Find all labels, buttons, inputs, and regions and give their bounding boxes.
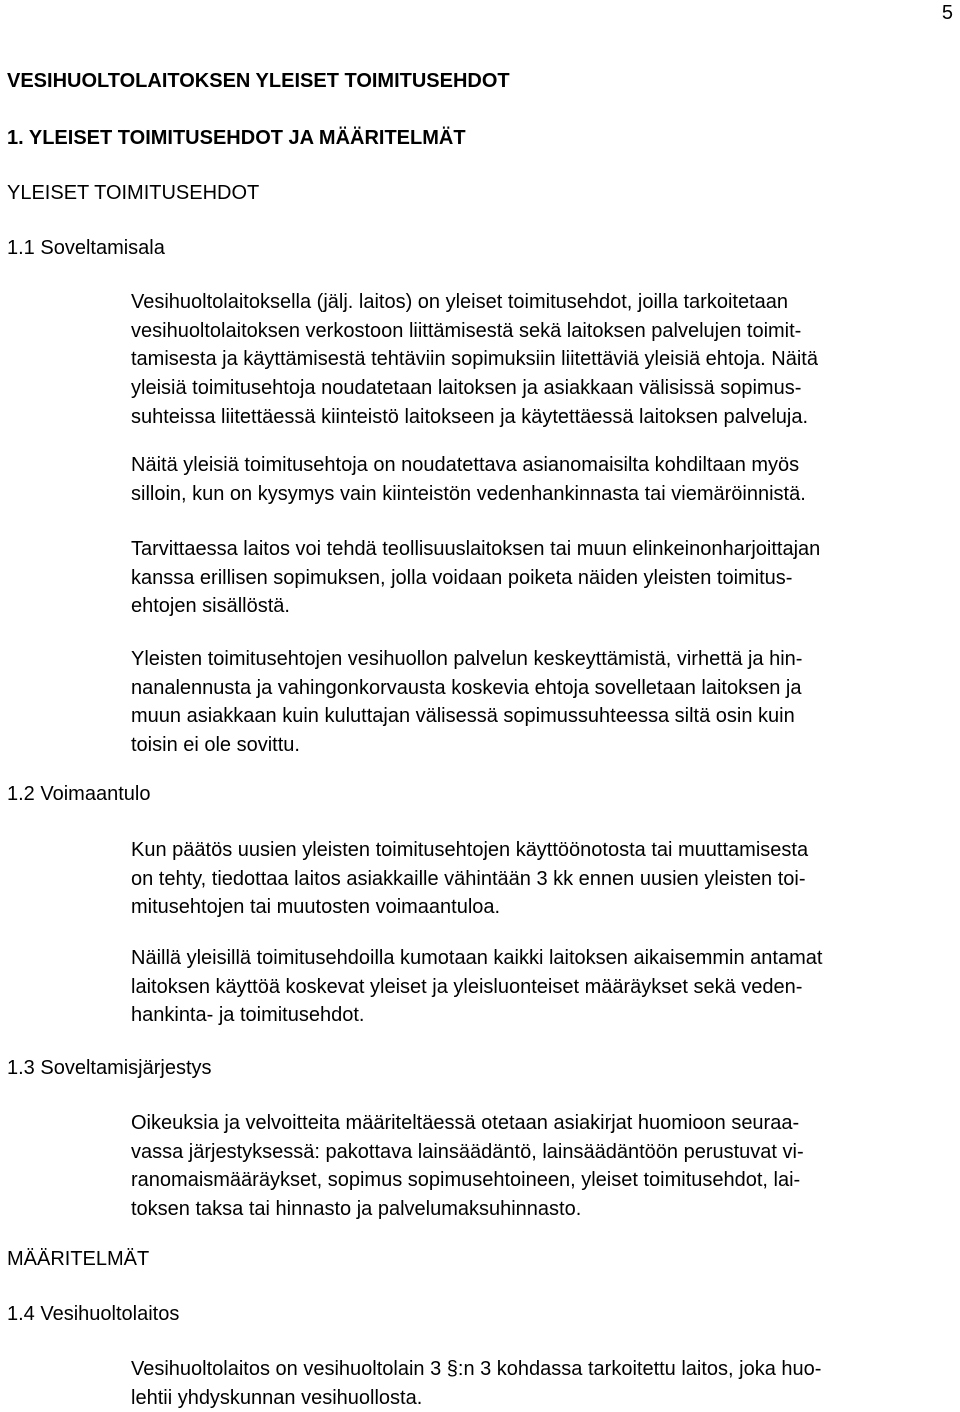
paragraph-entry-into-force-2: Näillä yleisillä toimitusehdoilla kumotaan kaikki laitoksen aikaisemmin antamat laitoksen käyttöä koskevat yleiset ja yleisluonteiset määräykset sekä veden- hankinta- ja toimitusehdot. xyxy=(131,947,823,1027)
paragraph-scope-1: Vesihuoltolaitoksella (jälj. laitos) on yleiset toimitusehdot, joilla tarkoitetaan vesihuoltolaitoksen verkostoon liittämisestä sekä laitoksen palvelujen toimit- tamisesta ja käyttämisestä tehtäviin sopimuksiin liitettäviä yleisiä ehtoja. Näitä yleisiä toimitusehtoja noudatetaan laitoksen ja asiakkaan välisissä sopimus- suhteissa liitettäessä kiinteistö laitokseen ja käytettäessä laitoksen palveluja. xyxy=(131,291,818,428)
page-number: 5 xyxy=(941,2,953,24)
paragraph-scope-2: Näitä yleisiä toimitusehtoja on noudatettava asianomaisilta kohdiltaan myös silloin, kun on kysymys vain kiinteistön vedenhankinnasta tai viemäröinnistä. xyxy=(131,454,806,505)
section-heading-order-of-application: 1.3 Soveltamisjärjestys xyxy=(7,1057,212,1079)
section-heading-scope: 1.1 Soveltamisala xyxy=(7,237,165,259)
subheading-general-terms: YLEISET TOIMITUSEHDOT xyxy=(7,182,260,204)
subheading-definitions: MÄÄRITELMÄT xyxy=(7,1248,150,1270)
paragraph-water-utility: Vesihuoltolaitos on vesihuoltolain 3 §:n 3 kohdassa tarkoitettu laitos, joka huo- lehtii yhdyskunnan vesihuollosta. xyxy=(131,1358,822,1409)
paragraph-entry-into-force-1: Kun päätös uusien yleisten toimitusehtojen käyttöönotosta tai muuttamisesta on tehty, tiedottaa laitos asiakkaille vähintään 3 kk ennen uusien yleisten toi- mitusehtojen tai muutosten voimaantuloa. xyxy=(131,839,809,919)
section-heading-water-utility: 1.4 Vesihuoltolaitos xyxy=(7,1303,180,1325)
paragraph-scope-3: Tarvittaessa laitos voi tehdä teollisuuslaitoksen tai muun elinkeinonharjoittajan kanssa erillisen sopimuksen, jolla voidaan poiketa näiden yleisten toimitus- ehtojen sisällöstä. xyxy=(131,538,821,618)
section-heading-entry-into-force: 1.2 Voimaantulo xyxy=(7,783,151,805)
chapter-title: 1. YLEISET TOIMITUSEHDOT JA MÄÄRITELMÄT xyxy=(7,127,466,149)
paragraph-order-of-application: Oikeuksia ja velvoitteita määriteltäessä otetaan asiakirjat huomioon seuraa- vassa järjestyksessä: pakottava lainsäädäntö, lainsäädäntöön perustuvat vi- ranomaismääräykset, sopimus sopimusehtoineen, yleiset toimitusehdot, lai- toksen taksa tai hinnasto ja palvelumaksuhinnasto. xyxy=(131,1112,804,1221)
paragraph-scope-4: Yleisten toimitusehtojen vesihuollon palvelun keskeyttämistä, virhettä ja hin- nanalennusta ja vahingonkorvausta koskevia ehtoja sovelletaan laitoksen ja muun asiakkaan kuin kuluttajan välisessä sopimussuhteessa siltä osin kuin toisin ei ole sovittu. xyxy=(131,648,803,757)
document-title: VESIHUOLTOLAITOKSEN YLEISET TOIMITUSEHDOT xyxy=(7,70,510,92)
